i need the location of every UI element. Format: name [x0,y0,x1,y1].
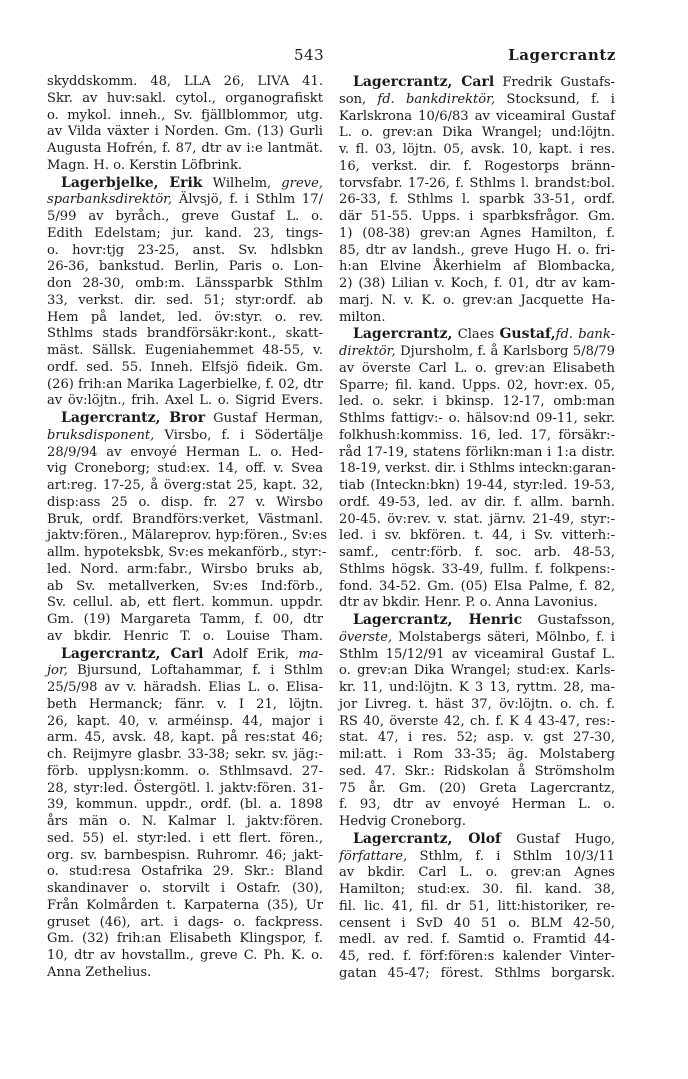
text-line [339,747,615,764]
text-line [47,948,323,965]
text-line [339,595,615,612]
text-line [339,344,615,361]
occupation-italic: författare, [339,848,408,864]
text-line [47,226,323,243]
text-run: arm. 45, avsk. 48, kapt. på res:stat 46; [47,730,323,746]
text-line [47,209,323,226]
text-line [339,445,615,462]
text-run: org. sv. barnbespisn. Ruhromr. 46; jakt- [47,847,323,863]
text-run: gatan 45-47; förest. Sthlms borgarsk. [339,965,615,981]
occupation-italic: jor, [47,663,68,679]
text-line [47,360,323,377]
text-line [339,697,615,714]
text-line [339,882,615,899]
text-line [47,714,323,731]
text-run: där 51-55. Upps. i sparbksfrågor. Gm. [339,209,615,224]
text-run: Skr. av huv:sakl. cytol., organografiskt [47,90,323,106]
text-line [339,74,615,92]
text-line [339,797,615,814]
text-run: av överste Carl L. o. grev:an Elisabeth [339,360,615,376]
text-run: Virsbo, f. i Södertälje [154,427,323,443]
text-run: Gm. (32) frih:an Elisabeth Klingspor, f. [47,931,323,947]
text-line [47,848,323,865]
text-run: h:an Elvine Åkerhielm af Blombacka, [339,259,615,275]
text-run: 85, dtr av landsh., greve Hugo H. o. fri- [339,242,615,258]
text-line [339,814,615,831]
text-run: mäst. Sällsk. Eugeniahemmet 48-55, v. [47,343,323,358]
text-line [339,192,615,209]
text-run: skyddskomm. 48, LLA 26, LIVA 41. [47,74,323,89]
entry-heading: Gustaf, [499,326,556,343]
text-line [47,579,323,596]
text-line [47,562,323,579]
occupation-italic: sparbanksdirektör, [47,192,173,208]
text-line [47,141,323,158]
text-line [339,932,615,949]
text-line [339,647,615,664]
entry-heading: Lagercrantz, [353,326,453,343]
text-line [339,764,615,781]
text-run: 25/5/98 av v. häradsh. Elias L. o. Elisa- [47,680,323,695]
text-line [47,646,323,664]
text-run: 39, kommun. uppdr., ordf. (bl. a. 1898 [47,797,323,813]
text-line [339,714,615,731]
text-line [47,881,323,898]
text-line [339,125,615,142]
text-run: medl. av red. f. Samtid o. Framtid 44- [339,932,615,948]
text-line [47,243,323,260]
text-run: o. hovr:tjg 23-25, anst. Sv. hdlsbkn [47,242,323,258]
text-run: Gm. (19) Margareta Tamm, f. 00, dtr [47,612,323,627]
text-run: Gustafsson, [522,613,615,628]
text-line [339,849,615,866]
text-run: led. Nord. arm:fabr., Wirsbo bruks ab, [47,561,323,577]
occupation-italic: bruksdisponent, [47,427,155,443]
text-run: dtr av bkdir. Henr. P. o. Anna Lavonius. [339,595,598,611]
text-line [339,478,615,495]
text-line [339,209,615,226]
text-run: beth Hermanck; fänr. v. I 21, löjtn. [47,696,323,712]
text-run: tiab (Inteckn:bkn) 19-44, styr:led. 19-53, [339,478,615,493]
text-run: fond. 34-52. Gm. (05) Elsa Palme, f. 82, [339,578,615,594]
text-line [47,663,323,680]
text-line [339,949,615,966]
text-line [339,226,615,243]
text-line [339,562,615,579]
occupation-italic: greve, [281,175,323,191]
text-run: 16, verkst. dir. f. Rogestorps bränn- [339,158,615,174]
text-run: Bjursund, Loftahammar, f. i Sthlm [67,663,323,679]
text-line [339,310,615,327]
text-run: 45, red. f. förf:fören:s kalender Vinter- [339,949,615,964]
text-run: års män o. N. Kalmar l. jaktv:fören. [47,814,323,829]
text-line [47,175,323,193]
text-line [47,680,323,697]
text-run: L. o. grev:an Dika Wrangel; und:löjtn. [339,125,615,141]
text-line [339,528,615,545]
text-run: 2) (38) Lilian v. Koch, f. 01, dtr av kam- [339,276,615,291]
text-line [47,931,323,948]
text-run: av öv:löjtn., frih. Axel L. o. Sigrid Evers. [47,393,323,409]
text-line [339,159,615,176]
text-line [339,495,615,512]
text-run: sed. 55) el. styr:led. i ett flert. fören., [47,830,323,846]
text-line [47,74,323,91]
text-run: av bkdir. Henric T. o. Louise Tham. [47,628,323,644]
text-run: 1) (08-38) grev:an Agnes Hamilton, f. [339,225,615,241]
occupation-italic: fd. bank- [555,327,615,343]
text-run: 20-45. öv:rev. v. stat. järnv. 21-49, styr:- [339,511,615,527]
text-run: 26, kapt. 40, v. arméinsp. 44, major i [47,713,323,729]
text-line [47,747,323,764]
left-column [47,74,327,982]
text-line [339,461,615,478]
text-line [47,158,323,175]
text-line [339,966,615,983]
text-line [47,595,323,612]
text-line [339,142,615,159]
text-run: art:reg. 17-25, å överg:stat 25, kapt. 32, [47,478,323,493]
text-run: 28, styr:led. Östergötl. l. jaktv:fören. 31- [47,780,323,796]
text-line [339,276,615,293]
text-run: (26) frih:an Marika Lagerbielke, f. 02, dtr [47,376,324,392]
text-line [339,394,615,411]
text-run: Edith Edelstam; jur. kand. 23, tings- [47,225,323,241]
text-line [339,612,615,630]
text-run: stat. 47, i res. 52; asp. v. gst 27-30, [339,730,615,746]
entry-heading: Lagercrantz, Carl [353,74,495,90]
text-run: Molstabergs säteri, Mölnbo, f. i [392,629,615,645]
text-run: Från Kolmården t. Karpaterna (35), Ur [47,897,323,913]
text-line [47,730,323,747]
right-column [339,74,615,983]
text-run: Sv. cellul. ab, ett flert. kommun. uppdr. [47,595,323,611]
text-line [47,410,323,428]
text-run: ordf. sed. 55. Inneh. Elfsjö fideik. Gm. [47,359,323,375]
text-run: Adolf Erik, [203,646,299,662]
text-line [47,898,323,915]
entry-heading: Lagercrantz, Bror [61,410,206,426]
text-run: milton. [339,309,386,325]
text-run: råd 17-19, statens förlikn:man i 1:a distr. [339,444,615,460]
text-line [47,310,323,327]
text-line [339,428,615,445]
text-run: Sparre; fil. kand. Upps. 02, hovr:ex. 05, [339,377,615,393]
text-run: Djursholm, f. å Karlsborg 5/8/79 [395,344,615,359]
text-run: fil. lic. 41, fil. dr 51, litt:historiker, re- [339,898,615,914]
text-line [47,343,323,360]
text-run: censent i SvD 40 51 o. BLM 42-50, [339,915,615,931]
text-run: Hedvig Croneborg. [339,814,467,829]
text-run: Claes [452,327,500,343]
text-run: Fredrik Gustafs- [494,75,615,90]
text-line [47,428,323,445]
text-line [339,411,615,428]
text-run: skandinaver o. storvilt i Ostafr. (30), [47,881,323,896]
text-run: f. 93, dtr av envoyé Herman L. o. [339,797,615,813]
text-line [47,393,323,410]
text-line [47,377,323,394]
text-line [47,528,327,545]
text-run: led. i sv. bkfören. t. 44, i Sv. vitterh:- [339,528,615,544]
text-line [339,831,615,849]
text-line [47,445,323,462]
text-run: Sthlm, f. i Sthlm 10/3/11 [407,848,615,864]
entry-heading: Lagercrantz, Carl [61,645,204,662]
text-run: Stocksund, f. i [495,91,615,107]
text-line [47,192,323,209]
text-line [47,965,323,982]
page-number: 543 [294,46,325,64]
text-line [339,512,615,529]
text-line [47,814,323,831]
text-run: son, [339,91,378,107]
occupation-italic: överste, [339,629,393,645]
text-line [339,243,615,260]
text-run: 28/9/94 av envoyé Herman L. o. Hed- [47,444,323,460]
text-line [47,461,323,478]
text-line [339,92,615,109]
text-run: ordf. 49-53, led. av dir. f. allm. barnh. [339,494,615,510]
text-line [339,293,615,310]
text-line [339,630,615,647]
text-run: 33, verkst. dir. sed. 51; styr:ordf. ab [47,292,323,308]
text-run: v. fl. 03, löjtn. 05, avsk. 10, kapt. i res. [339,142,615,157]
text-run: kr. 11, und:löjtn. K 3 13, ryttm. 28, ma- [339,680,615,695]
text-run: Karlskrona 10/6/83 av viceamiral Gustaf [339,108,615,124]
text-line [47,276,323,293]
text-run: Gustaf Herman, [205,411,323,426]
text-run: 10, dtr av hovstallm., greve C. Ph. K. o. [47,948,323,963]
text-line [47,293,323,310]
text-line [47,764,323,781]
entry-heading: Lagercrantz, Henric [353,612,523,628]
text-run: don 28-30, omb:m. Länssparbk Sthlm [47,276,323,291]
text-run: Sthlms högsk. 33-49, fullm. f. folkpens:- [339,561,615,577]
text-line [47,512,323,529]
text-line [339,680,615,697]
text-run: jor Livreg. t. häst 37, öv:löjtn. o. ch. f. [339,696,615,712]
occupation-italic: direktör, [339,344,396,359]
text-line [339,109,615,126]
entry-heading: Lagerbjelke, Erik [61,174,203,191]
text-line [47,91,323,108]
text-line [47,629,323,646]
text-run: Bruk, ordf. Brandförs:verket, Västmanl. [47,511,323,527]
text-run: o. mykol. inneh., Sv. fjällblommor, utg. [47,107,323,123]
text-run: disp:ass 25 o. disp. fr. 27 v. Wirsbo [47,494,323,510]
text-run: led. o. sekr. i bkinsp. 12-17, omb:man [339,394,615,410]
text-line [339,663,615,680]
text-line [339,899,615,916]
text-line [339,579,615,596]
page-header [0,46,688,68]
text-run: av Vilda växter i Norden. Gm. (13) Gurli [47,124,323,140]
entry-heading: Lagercrantz, Olof [353,830,502,847]
text-line [47,697,323,714]
text-run: av bkdir. Carl L. o. grev:an Agnes [339,865,615,881]
text-line [47,797,323,814]
text-run: mil:att. i Rom 33-35; äg. Molstaberg [339,747,615,762]
text-line [339,326,615,344]
text-line [47,326,323,343]
text-run: Älvsjö, f. i Sthlm 17/ [172,192,323,208]
text-line [47,864,323,881]
text-run: 26-36, bankstud. Berlin, Paris o. Lon- [47,259,323,275]
text-run: Sthlms fattigv:- o. hälsov:nd 09-11, sekr. [339,411,615,426]
text-run: vig Croneborg; stud:ex. 14, off. v. Svea [47,461,323,477]
occupation-italic: ma- [298,646,323,662]
text-line [339,176,615,193]
text-run: Hem på landet, led. öv:styr. o. rev. [47,309,323,325]
text-run: sed. 47. Skr.: Ridskolan å Strömsholm [339,763,615,779]
text-run: Sthlms stads brandförsäkr:kont., skatt- [47,326,323,342]
text-run: Sthlm 15/12/91 av viceamiral Gustaf L. [339,646,615,662]
text-run: Magn. H. o. Kerstin Löfbrink. [47,157,243,173]
text-run: Hamilton; stud:ex. 30. fil. kand. 38, [339,882,615,897]
text-run: samf., centr:förb. f. soc. arb. 48-53, [339,545,615,560]
text-run: förb. upplysn:komm. o. Sthlmsavd. 27- [47,763,323,779]
text-run: 5/99 av byråch., greve Gustaf L. o. [47,209,323,224]
text-line [339,865,615,882]
text-line [47,124,323,141]
text-run: allm. hypoteksbk, Sv:es mekanförb., styr:- [47,545,327,560]
text-line [47,478,323,495]
text-line [47,259,323,276]
text-run: Anna Zethelius. [47,964,152,980]
running-head: Lagercrantz [508,46,616,64]
text-line [339,730,615,747]
text-line [47,781,323,798]
text-run: Gustaf Hugo, [501,831,615,847]
text-run: ch. Reijmyre glasbr. 33-38; sekr. sv. jäg:- [47,747,323,762]
text-run: folkhush:kommiss. 16, led. 17, försäkr:- [339,427,615,443]
text-run: gruset (46), art. i dags- o. fackpress. [47,914,323,930]
text-run: Wilhelm, [202,175,282,191]
text-run: o. stud:resa Ostafrika 29. Skr.: Bland [47,864,323,880]
text-line [47,612,323,629]
text-line [339,916,615,933]
text-run: jaktv:fören., Mälareprov. hyp:fören., Sv:es [47,528,327,544]
text-line [339,545,615,562]
text-run: 26-33, f. Sthlms l. sparbk 33-51, ordf. [339,192,615,208]
text-line [47,495,323,512]
text-line [339,378,615,395]
text-run: torvsfabr. 17-26, f. Sthlms l. brandst:bol. [339,175,615,191]
text-run: o. grev:an Dika Wrangel; stud:ex. Karls- [339,663,615,679]
text-run: marj. N. v. K. o. grev:an Jacquette Ha- [339,292,615,308]
text-line [47,915,323,932]
text-line [47,831,323,848]
text-line [47,108,323,125]
text-run: 18-19, verkst. dir. i Sthlms inteckn:garan- [339,461,616,477]
text-run: 75 år. Gm. (20) Greta Lagercrantz, [339,780,615,796]
text-run: RS 40, överste 42, ch. f. K 4 43-47, res:- [339,713,615,729]
text-line [339,259,615,276]
text-line [339,781,615,798]
text-run: ab Sv. metallverken, Sv:es Ind:förb., [47,578,323,594]
text-line [47,545,327,562]
text-run: Augusta Hofrén, f. 87, dtr av i:e lantmät. [47,141,323,156]
occupation-italic: fd. bankdirektör, [377,91,496,107]
text-line [339,361,615,378]
